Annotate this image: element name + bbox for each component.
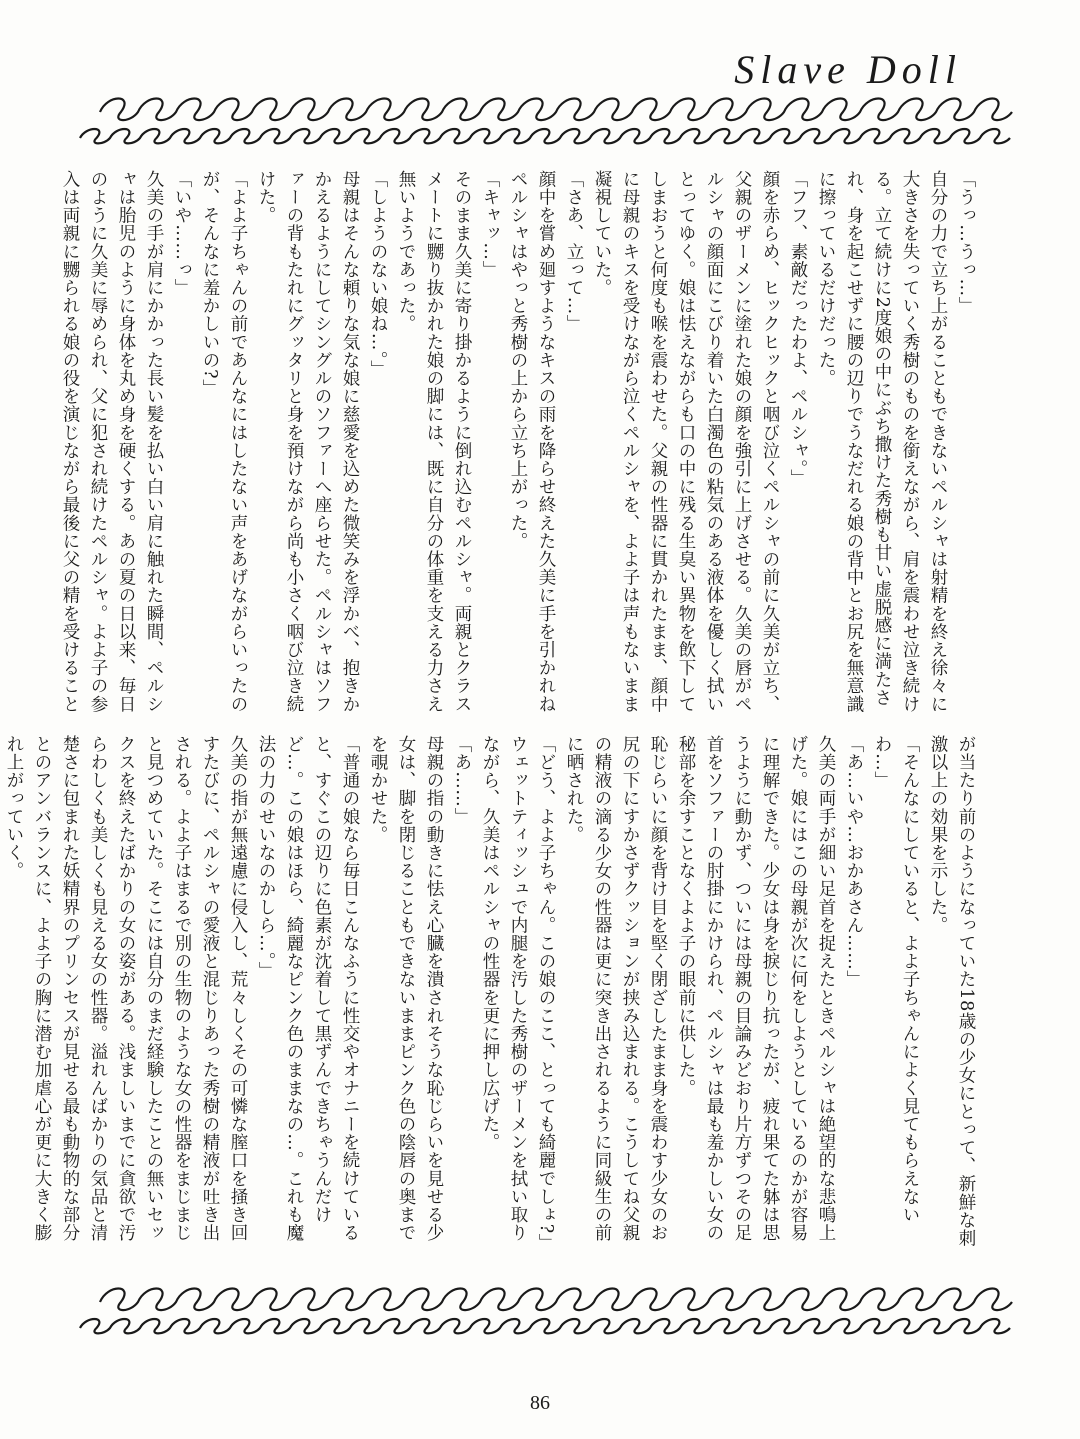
paragraph: 母親の指の動きに怯え心臓を潰されそうな恥じらいを見せる少女は、脚を閉じることもできないままピンク色の陰唇の奥までを覗かせた。 — [368, 735, 444, 1242]
paragraph: が当たり前のようになっていた18歳の少女にとって、新鮮な刺激以上の効果を示した。 — [928, 735, 976, 1248]
paragraph: 「いや……っ」 — [172, 170, 192, 297]
bottom-ornament-border — [80, 1278, 1000, 1348]
paragraph: 久美の手が肩にかかった長い髪を払い白い肩に触れた瞬間、ペルシャは胎児のように身体を丸め身を硬くする。あの夏の日以来、毎日のように久美に辱められ、父に犯され続けたペルシャ。よよ子の参入は両親に嬲られる娘の役を演じながら最後に父の精を受けること — [60, 170, 164, 713]
paragraph: 顔を赤らめ、ヒックヒックと咽び泣くペルシャの前に久美が立ち、父親のザーメンに塗れた娘の顔を強引に上げさせる。久美の唇がペルシャの顔面にこびり着いた白濁色の粘気のある液体を優しく拭いとってゆく。娘は怯えながらも口の中に残る生臭い異物を飲下してしまおうと何度も喉を震わせた。父親の性器に貫かれたまま、顔中に母親のキスを受けながら泣くペルシャを、よよ子は声もないまま凝視していた。 — [592, 170, 780, 713]
paragraph: 「よよ子ちゃんの前であんなにはしたない声をあげながらいったのが、そんなに羞かしいの?」 — [200, 170, 248, 713]
page-number: 86 — [530, 1392, 550, 1414]
paragraph: 自分の力で立ち上がることもできないペルシャは射精を終え徐々に大きさを失っていく秀樹のものを銜えながら、肩を震わせ泣き続ける。立て続けに2度娘の中にぶち撒けた秀樹も甘い虚脱感に満たされ、身を起こせずに腰の辺りでうなだれる娘の背中とお尻を無意識に擦っているだけだった。 — [816, 170, 948, 713]
paragraph: 「フフ、素敵だったわよ、ペルシャ。」 — [788, 170, 808, 488]
paragraph: 久美の両手が細い足首を捉えたときペルシャは絶望的な悲鳴上げた。娘にはこの母親が次に何をしようとしているのかが容易に理解できた。少女は身を捩じり抗ったが、疲れ果てた躰は思うように動かず、ついには母親の目論みどおり片方ずつその足首をソファーの肘掛にかけられ、ペルシャは最も羞かしい女の秘部を余すことなくよよ子の眼前に供した。 — [676, 735, 836, 1242]
paragraph: 「どう、よよ子ちゃん。この娘のここ、とっても綺麗でしょ?」 — [536, 735, 556, 1252]
paragraph: 「普通の娘なら毎日こんなふうに性交やオナニーを続けていると、すぐこの辺りに色素が沈着して黒ずんできちゃうんだけど…。この娘はほら、綺麗なピンク色のままなの…。これも魔法の力のせいなのかしら…。」 — [256, 735, 360, 1242]
paragraph: 「うっ…うっ…」 — [956, 170, 976, 315]
paragraph: ウェットティッシュで内腿を汚した秀樹のザーメンを拭い取りながら、久美はペルシャの性器を更に押し広げた。 — [480, 735, 528, 1242]
paragraph: 久美の指が無遠慮に侵入し、荒々しくその可憐な膣口を掻き回すたびに、ペルシャの愛液と混じりあった秀樹の精液が吐き出される。よよ子はまるで別の生物のような女の性器をまじまじと見つめていた。そこには自分のまだ経験したことの無いセックスを終えたばかりの女の姿がある。浅ましいまでに貪欲で汚らわしくも美しくも見える女の性器。溢れんばかりの気品と清楚さに包まれた妖精界のプリンセスが見せる最も動物的な部分とのアンバランスに、よよ子の胸に潜む加虐心が更に大きく膨れ上がっていく。 — [4, 735, 248, 1242]
paragraph: 「さあ、立って…」 — [564, 170, 584, 333]
paragraph: 「そんなにしていると、よよ子ちゃんによく見てもらえないわ…」 — [872, 735, 920, 1224]
paragraph: 「しようのない娘ね…。」 — [368, 170, 388, 379]
upper-text-block — [60, 170, 980, 715]
paragraph: 顔中を嘗め廻すようなキスの雨を降らせ終えた久美に手を引かれねペルシャはやっと秀樹の上から立ち上がった。 — [508, 170, 556, 713]
paragraph: 恥じらいに顔を背け目を堅く閉ざしたまま身を震わす少女のお尻の下にすかさずクッションが挟み込まれる。こうしてね父親の精液の滴る少女の性器は更に突き出されるように同級生の前に晒された。 — [564, 735, 668, 1242]
header-title: Slave Doll — [734, 47, 962, 92]
paragraph: 「あ……」 — [452, 735, 472, 826]
top-ornament-border — [80, 88, 1000, 158]
paragraph: そのまま久美に寄り掛かるように倒れ込むペルシャ。両親とクラスメートに嬲り抜かれた娘の脚には、既に自分の体重を支える力さえ無いようであった。 — [396, 170, 472, 713]
paragraph: 「あ…いや…おかあさん……」 — [844, 735, 864, 989]
lower-text-block — [4, 735, 980, 1252]
paragraph: 母親はそんな頼りな気な娘に慈愛を込めた微笑みを浮かべ、抱きかかえるようにしてシングルのソファーへ座らせた。ペルシャはソファーの背もたれにグッタリと身を預けながら尚も小さく咽び泣き続けた。 — [256, 170, 360, 713]
paragraph: 「キャッ…」 — [480, 170, 500, 279]
